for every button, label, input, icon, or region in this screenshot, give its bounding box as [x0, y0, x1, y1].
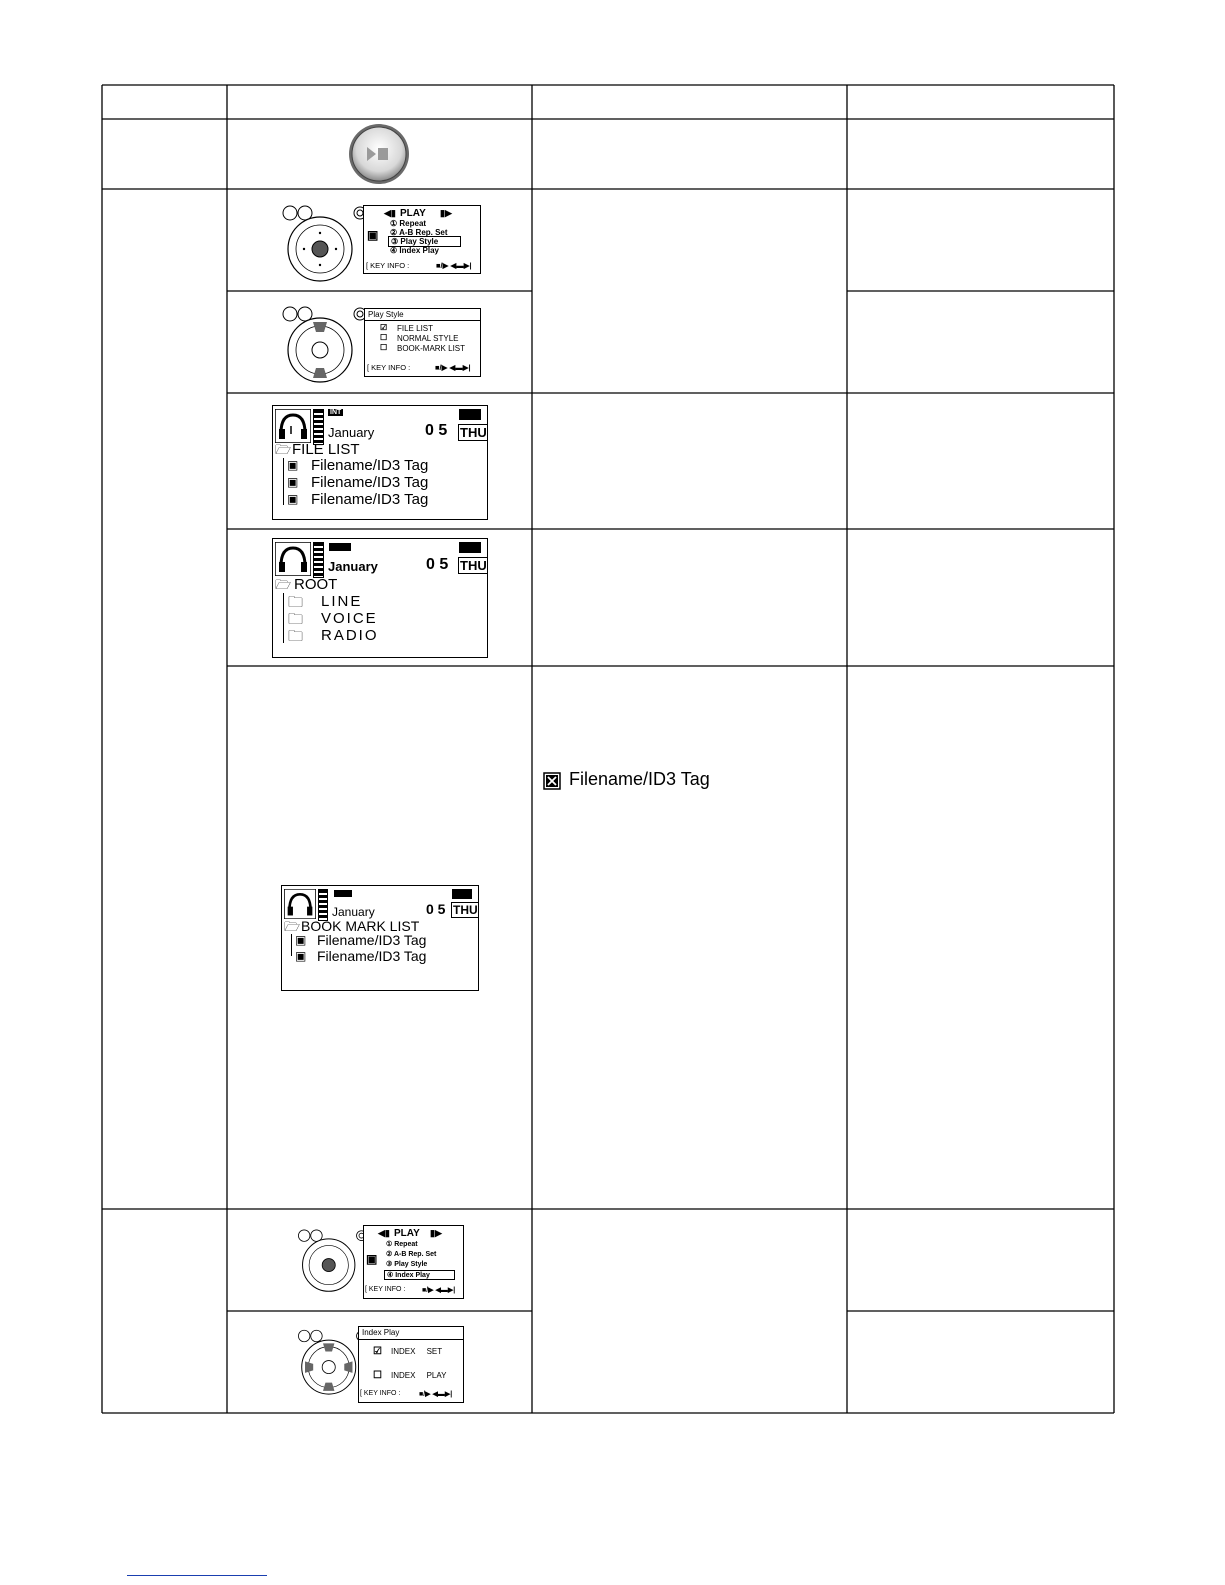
- memory-icon: [329, 543, 351, 551]
- checkbox-checked-icon: ☑: [373, 1346, 382, 1357]
- play-menu-item-selected: ④ Index Play: [384, 1270, 455, 1280]
- file-list-screen: [272, 405, 488, 520]
- device-icon: ▣: [367, 228, 379, 242]
- play-menu-next-icon: ▮▶: [440, 208, 452, 218]
- folder-icon: 🗁: [275, 442, 292, 457]
- play-menu-title: PLAY: [394, 1228, 420, 1239]
- control-wheel-icon: [296, 1222, 368, 1300]
- headphone-icon: [284, 889, 316, 919]
- bookmark-icon-label: [543, 769, 803, 793]
- headphone-icon: [275, 542, 311, 576]
- bookmark-file-icon: ▣: [295, 949, 307, 963]
- folder-icon: 🗁: [284, 919, 301, 934]
- device-icon: ▣: [366, 1252, 378, 1266]
- play-menu-title: PLAY: [400, 208, 426, 219]
- key-info-label: [ KEY INFO :: [366, 261, 410, 270]
- folder-icon: 🗀: [288, 594, 304, 611]
- weekday-badge: THU: [460, 425, 487, 440]
- play-style-option: BOOK-MARK LIST: [397, 344, 466, 353]
- play-style-option: FILE LIST: [397, 324, 434, 333]
- folder-icon: 🗀: [288, 628, 304, 645]
- play-style-screen: [364, 308, 481, 377]
- index-play-option: INDEX PLAY: [391, 1371, 447, 1380]
- battery-icon: [459, 409, 481, 420]
- checkbox-icon: ☐: [380, 343, 388, 352]
- battery-icon: [459, 542, 481, 553]
- bookmark-row: Filename/ID3 Tag: [317, 948, 427, 964]
- volume-bar-icon: [313, 409, 324, 445]
- key-info-icons: ■/▶ ◀▬▶|: [419, 1391, 453, 1398]
- tree-line: [283, 593, 284, 643]
- play-menu-item: ④ Index Play: [390, 246, 439, 255]
- music-file-icon: ▣: [287, 475, 299, 489]
- play-menu-item: ① Repeat: [386, 1241, 418, 1248]
- file-row: Filename/ID3 Tag: [311, 474, 429, 491]
- checkbox-checked-icon: ☑: [380, 323, 388, 332]
- weekday-badge: THU: [453, 903, 478, 917]
- checkbox-icon: ☐: [373, 1370, 382, 1381]
- index-play-title: Index Play: [362, 1328, 400, 1337]
- tree-line: [291, 934, 292, 956]
- date-month: January: [328, 425, 375, 440]
- index-play-screen: [358, 1326, 464, 1403]
- bookmark-label-text: Filename/ID3 Tag: [569, 769, 710, 789]
- key-info-label: [ KEY INFO :: [367, 363, 411, 372]
- play-menu-next-icon: ▮▶: [430, 1228, 442, 1238]
- date-day: 0 5: [426, 901, 446, 917]
- date-month: January: [332, 905, 375, 919]
- folder-title: ROOT: [294, 576, 338, 593]
- tree-line: [283, 458, 284, 505]
- play-stop-button-cell: [228, 120, 531, 188]
- music-file-icon: ▣: [287, 458, 299, 472]
- key-info-icons: ■/▶ ◀▬▶|: [435, 363, 471, 372]
- control-wheel-icon: [280, 205, 368, 283]
- play-menu-screen: [363, 1225, 464, 1299]
- folder-title: FILE LIST: [292, 441, 360, 458]
- folder-icon: 🗀: [288, 611, 304, 628]
- bookmark-list-screen: [281, 885, 479, 991]
- memory-badge: INT: [330, 409, 342, 416]
- play-menu-prev-icon: ◀▮: [384, 208, 396, 218]
- play-menu-item: ③ Play Style: [386, 1261, 428, 1268]
- bookmark-row: Filename/ID3 Tag: [317, 932, 427, 948]
- folder-row: VOICE: [321, 610, 378, 627]
- play-menu-item: ② A-B Rep. Set: [386, 1251, 437, 1258]
- play-style-title: Play Style: [368, 310, 404, 319]
- play-menu-item-selected: ③ Play Style: [388, 236, 461, 247]
- key-info-icons: ■/▶ ◀▬▶|: [436, 261, 472, 270]
- play-menu-screen: [363, 205, 481, 274]
- weekday-badge: THU: [460, 558, 487, 573]
- folder-open-icon: 🗁: [275, 577, 292, 592]
- index-play-option: INDEX SET: [391, 1347, 443, 1356]
- play-menu-prev-icon: ◀▮: [378, 1228, 390, 1238]
- play-style-option: NORMAL STYLE: [397, 334, 459, 343]
- checkbox-icon: ☐: [380, 333, 388, 342]
- footer-link-rule: [127, 1575, 267, 1576]
- date-month: January: [328, 559, 378, 574]
- play-stop-button-icon: [228, 120, 531, 188]
- date-day: 0 5: [426, 556, 449, 573]
- headphone-icon: [275, 409, 311, 443]
- bookmark-file-icon: [543, 772, 561, 790]
- control-wheel-icon: [280, 306, 368, 384]
- volume-bar-icon: [313, 542, 324, 578]
- file-row: Filename/ID3 Tag: [311, 457, 429, 474]
- folder-title: BOOK MARK LIST: [301, 918, 420, 934]
- play-menu-item: ① Repeat: [390, 219, 427, 228]
- key-info-icons: ■/▶ ◀▬▶|: [422, 1287, 456, 1294]
- date-day: 0 5: [425, 422, 448, 439]
- file-row: Filename/ID3 Tag: [311, 491, 429, 508]
- play-menu-item: ② A-B Rep. Set: [390, 228, 448, 237]
- root-screen: [272, 538, 488, 658]
- folder-row: LINE: [321, 593, 363, 610]
- battery-icon: [452, 889, 472, 899]
- memory-icon: [334, 890, 352, 897]
- bookmark-file-icon: ▣: [295, 933, 307, 947]
- folder-row: RADIO: [321, 627, 379, 644]
- music-file-icon: ▣: [287, 492, 299, 506]
- key-info-label: [ KEY INFO :: [360, 1390, 401, 1397]
- volume-bar-icon: [318, 889, 328, 921]
- key-info-label: [ KEY INFO :: [365, 1286, 406, 1293]
